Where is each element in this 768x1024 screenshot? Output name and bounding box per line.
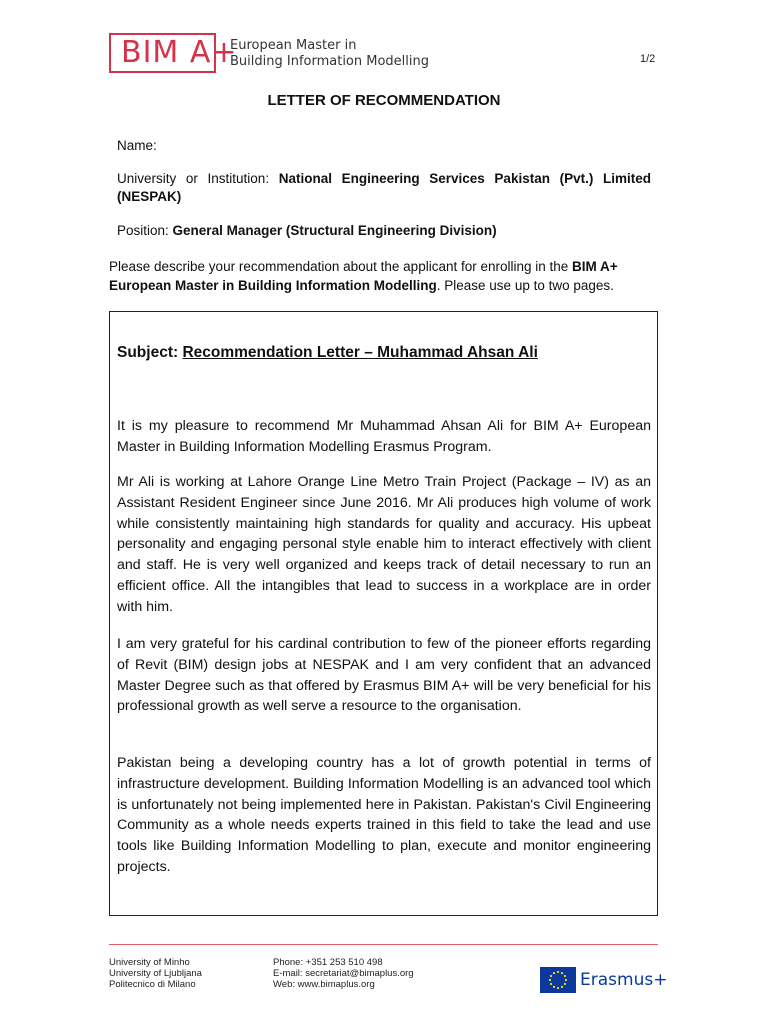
position-field xyxy=(117,222,651,240)
footer-web: Web: www.bimaplus.org xyxy=(273,979,375,990)
footer-university: University of Ljubljana xyxy=(109,968,202,979)
name-field xyxy=(117,137,651,155)
eu-flag-icon xyxy=(540,967,576,993)
instructions-suffix: . Please use up to two pages. xyxy=(436,278,614,293)
footer-email: E-mail: secretariat@bimaplus.org xyxy=(273,968,414,979)
letter-paragraph: Pakistan being a developing country has a lot of growth potential in terms of infrastructure development. Building Information Modelling is an advanced tool which is unfortunately not being implemented here in Pakistan. Pakistan's Civil Engineering Community as a whole needs experts trained in this field to take the lead and use tools like Building Information Modelling to plan, execute and monitor engineering projects. xyxy=(117,755,651,875)
institution-value: National Engineering Services Pakistan (Pvt.) Limited (NESPAK) xyxy=(117,171,651,204)
instructions-prefix: Please describe your recommendation about the applicant for enrolling in the xyxy=(109,259,573,274)
logo-subtitle-line-2: Building Information Modelling xyxy=(230,54,429,69)
instructions-program: BIM A+ European Master in Building Information Modelling xyxy=(109,259,618,293)
instructions-text xyxy=(109,257,658,295)
letter-subject xyxy=(117,344,538,362)
letter-paragraph: Mr Ali is working at Lahore Orange Line Metro Train Project (Package – IV) as an Assistant Resident Engineer since June 2016. Mr Ali produces high volume of work while consistently maintaining high standards for quality and accuracy. His upbeat personality and engaging personal style enable him to interact effectively with client and staff. He is very well organized and keeps track of detail necessary to run an efficient office. All the intangibles that lead to success in a workplace are in order with him. xyxy=(117,474,651,615)
position-value: General Manager (Structural Engineering Division) xyxy=(172,223,497,238)
bim-logo-text: BIM A+ xyxy=(121,35,238,70)
institution-label: University or Institution: xyxy=(117,171,270,186)
letter-paragraph: It is my pleasure to recommend Mr Muhammad Ahsan Ali for BIM A+ European Master in Building Information Modelling Erasmus Program. xyxy=(117,418,651,455)
letter-paragraph: I am very grateful for his cardinal contribution to few of the pioneer efforts regarding of Revit (BIM) design jobs at NESPAK and I am very confident that an advanced Master Degree such as that offered by Erasmus BIM A+ will be very beneficial for his professional growth as well serve a resource to the organisation. xyxy=(117,636,651,715)
footer-university: University of Minho xyxy=(109,957,190,968)
footer-university: Politecnico di Milano xyxy=(109,979,196,990)
footer-phone: Phone: +351 253 510 498 xyxy=(273,957,383,968)
position-label: Position: xyxy=(117,223,169,238)
subject-label: Subject: xyxy=(117,344,179,361)
document-title: LETTER OF RECOMMENDATION xyxy=(267,92,501,109)
institution-field xyxy=(117,170,651,206)
logo-subtitle xyxy=(230,38,429,70)
logo-subtitle-line-1: European Master in xyxy=(230,38,357,53)
erasmus-label: Erasmus+ xyxy=(580,970,668,990)
subject-text: Recommendation Letter – Muhammad Ahsan Ali xyxy=(182,344,538,361)
footer-universities xyxy=(109,957,202,990)
page-number: 1/2 xyxy=(640,53,656,65)
name-label: Name: xyxy=(117,138,157,153)
footer-divider xyxy=(109,944,658,945)
footer-contact xyxy=(273,957,414,990)
erasmus-logo xyxy=(540,967,668,994)
